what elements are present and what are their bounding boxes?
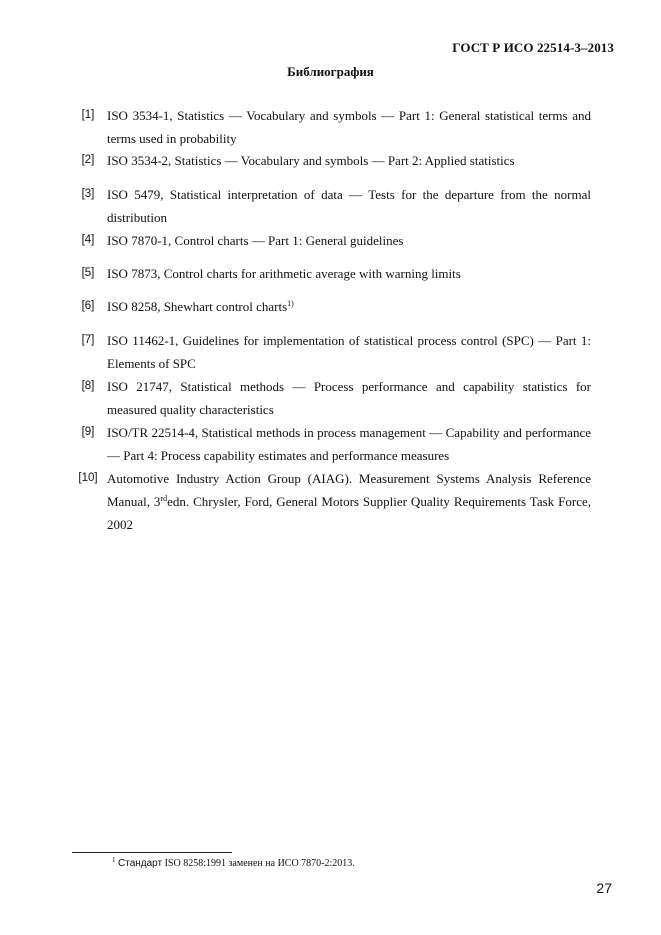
entry-text — [107, 467, 591, 536]
footnote-reference: 1) — [287, 299, 294, 308]
entry-text: ISO 3534-1, Statistics — Vocabulary and symbols — Part 1: General statistical terms and terms used in probability — [107, 108, 591, 146]
entry-text: ISO 7873, Control charts for arithmetic average with warning limits — [107, 266, 461, 281]
entry-text: ISO 7870-1, Control charts — Part 1: General guidelines — [107, 233, 404, 248]
entry-text — [107, 295, 591, 318]
entry-number: [2] — [81, 154, 95, 166]
entry-text-part: Automotive Industry Action Group (AIAG). Measurement Systems Analysis Reference Manual, 3 — [107, 471, 591, 509]
entry-text: ISO 11462-1, Guidelines for implementation of statistical process control (SPC) — Part 1: Elements of SPC — [107, 333, 591, 371]
entry-number: [6] — [81, 300, 95, 312]
entry-number: [7] — [81, 334, 95, 346]
entry-text-part: edn. Chrysler, Ford, General Motors Supplier Quality Requirements Task Force, 2002 — [107, 494, 591, 532]
entry-text: ISO 21747, Statistical methods — Process performance and capability statistics for measured quality characteristics — [107, 379, 591, 417]
footnote-separator — [72, 852, 232, 853]
entry-text: ISO 3534-2, Statistics — Vocabulary and symbols — Part 2: Applied statistics — [107, 153, 515, 168]
entry-number: [10] — [78, 472, 98, 484]
standard-code-header: ГОСТ Р ИСО 22514-3–2013 — [452, 40, 614, 55]
entry-number: [3] — [81, 188, 95, 200]
footnote-mark: 1 — [112, 856, 116, 864]
ordinal-superscript: rd — [160, 494, 168, 503]
entry-text: ISO/TR 22514-4, Statistical methods in process management — Capability and performance — Part 4: Process capability estimates and performance measures — [107, 425, 591, 463]
footnote — [112, 858, 355, 869]
entry-number: [4] — [81, 234, 95, 246]
entry-title: ISO 8258, Shewhart control charts — [107, 299, 288, 314]
page-title: Библиография — [287, 64, 374, 79]
entry-text: ISO 5479, Statistical interpretation of data — Tests for the departure from the normal distribution — [107, 187, 591, 225]
footnote-text: ISO 8258:1991 заменен на ИСО 7870-2:2013. — [162, 858, 355, 869]
entry-number: [5] — [81, 267, 95, 279]
entry-number: [1] — [81, 109, 95, 121]
page-number: 27 — [596, 880, 612, 896]
footnote-lead-word: Стандарт — [118, 858, 163, 869]
entry-number: [9] — [81, 426, 95, 438]
entry-number: [8] — [81, 380, 95, 392]
